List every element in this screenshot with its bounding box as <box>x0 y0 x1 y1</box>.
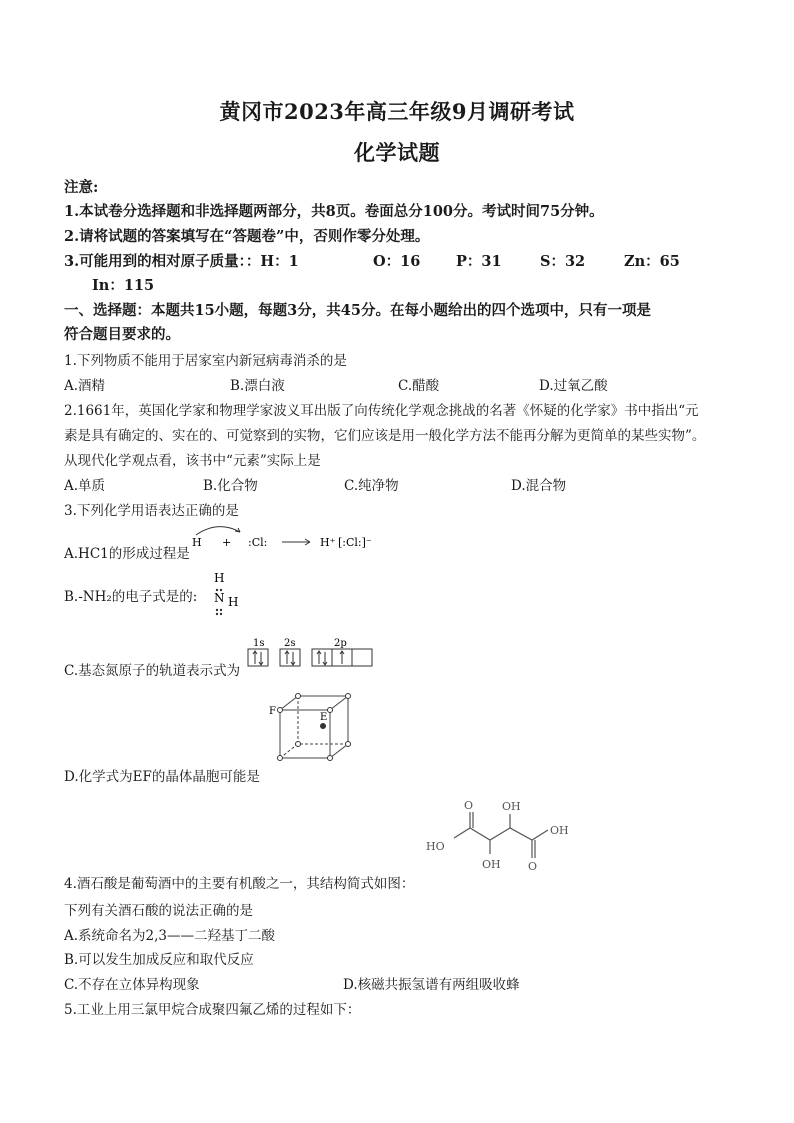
nh2-electron-figure <box>208 568 248 618</box>
q2-option-a: A.单质 <box>64 478 106 494</box>
q2-option-d: D.混合物 <box>511 478 567 494</box>
orbital-label-2p: 2p <box>334 638 347 649</box>
notice-line-3: 3.可能用到的相对原子质量：：H：1 <box>64 253 299 270</box>
q1-option-b: B.漂白液 <box>230 378 285 394</box>
section-heading-2: 符合题目要求的。 <box>64 326 180 343</box>
q1-option-d: D.过氧乙酸 <box>539 378 608 394</box>
hcl-h-atom: H <box>192 536 202 549</box>
nh2-n-atom: N <box>214 591 225 605</box>
q2-option-c: C.纯净物 <box>344 478 399 494</box>
q4-option-d: D.核磁共振氢谱有两组吸收蜂 <box>343 977 520 993</box>
tartaric-o-bottom: O <box>528 860 538 873</box>
q5-stem: 5.工业上用三氯甲烷合成聚四氟乙烯的过程如下： <box>64 1002 361 1018</box>
cell-label-e: E <box>320 712 328 723</box>
mass-o: O：16 <box>373 253 421 270</box>
q1-stem: 1.下列物质不能用于居家室内新冠病毒消杀的是 <box>64 353 347 369</box>
q4-option-c: C.不存在立体异构现象 <box>64 977 200 993</box>
q1-option-c: C.醋酸 <box>398 378 440 394</box>
hcl-cl-ion: [:Cl:]⁻ <box>338 536 372 549</box>
tartaric-acid-figure <box>424 796 580 884</box>
mass-p: P：31 <box>456 253 502 270</box>
hcl-formation-figure <box>188 522 388 556</box>
tartaric-oh-right: OH <box>550 824 569 837</box>
q4-option-b: B.可以发生加成反应和取代反应 <box>64 952 254 968</box>
cell-label-f: F <box>269 706 276 717</box>
q3-stem: 3.下列化学用语表达正确的是 <box>64 503 239 519</box>
q2-line-1: 2.1661年，英国化学家和物理学家波义耳出版了向传统化学观念挑战的名著《怀疑的化学家》书中指出“元 <box>64 403 699 419</box>
q3-option-b: B.-NH₂的电子式是的: <box>64 589 198 605</box>
q4-option-a: A.系统命名为2,3——二羟基丁二酸 <box>64 928 276 944</box>
notice-label: 注意: <box>64 179 99 196</box>
q2-line-2: 素是具有确定的、实在的、可觉察到的实物，它们应该是用一般化学方法不能再分解为更简单的某些实物”。 <box>64 428 706 444</box>
q2-option-b: B.化合物 <box>203 478 258 494</box>
nh2-right-h: H <box>228 595 239 609</box>
tartaric-oh-top: OH <box>502 800 521 813</box>
q1-option-a: A.酒精 <box>64 378 106 394</box>
q3-option-c: C.基态氮原子的轨道表示式为 <box>64 663 241 679</box>
mass-s: S：32 <box>540 253 586 270</box>
orbital-diagram-figure <box>244 634 380 670</box>
q4-stem: 4.酒石酸是葡萄酒中的主要有机酸之一，其结构简式如图： <box>64 876 415 892</box>
tartaric-o-top: O <box>464 799 474 812</box>
orbital-label-1s: 1s <box>253 638 265 649</box>
notice-line-1: 1.本试卷分选择题和非选择题两部分，共8页。卷面总分100分。考试时间75分钟。 <box>64 203 604 220</box>
mass-zn: Zn：65 <box>624 253 680 270</box>
exam-title: 黄冈市2023年高三年级9月调研考试 <box>219 99 575 124</box>
tartaric-ho-left: HO <box>426 840 445 853</box>
q3-option-a: A.HC1的形成过程是 <box>64 546 190 562</box>
nh2-top-h: H <box>214 571 225 585</box>
crystal-cell-figure <box>268 690 378 770</box>
hcl-plus: + <box>222 536 232 549</box>
notice-line-2: 2.请将试题的答案填写在“答题卷”中，否则作零分处理。 <box>64 228 430 245</box>
hcl-cl-atom: :Cl: <box>248 536 268 549</box>
mass-in: In：115 <box>92 277 155 294</box>
tartaric-oh-bottom: OH <box>482 858 501 871</box>
hcl-h-ion: H⁺ <box>320 536 336 549</box>
q3-option-d: D.化学式为EF的晶体晶胞可能是 <box>64 769 260 785</box>
section-heading-1: 一、选择题：本题共15小题，每题3分，共45分。在每小题给出的四个选项中，只有一项是 <box>64 302 651 319</box>
exam-subtitle: 化学试题 <box>354 140 440 165</box>
q2-line-3: 从现代化学观点看，该书中“元素”实际上是 <box>64 453 321 469</box>
orbital-label-2s: 2s <box>284 638 296 649</box>
q4-line-2: 下列有关酒石酸的说法正确的是 <box>64 903 253 919</box>
